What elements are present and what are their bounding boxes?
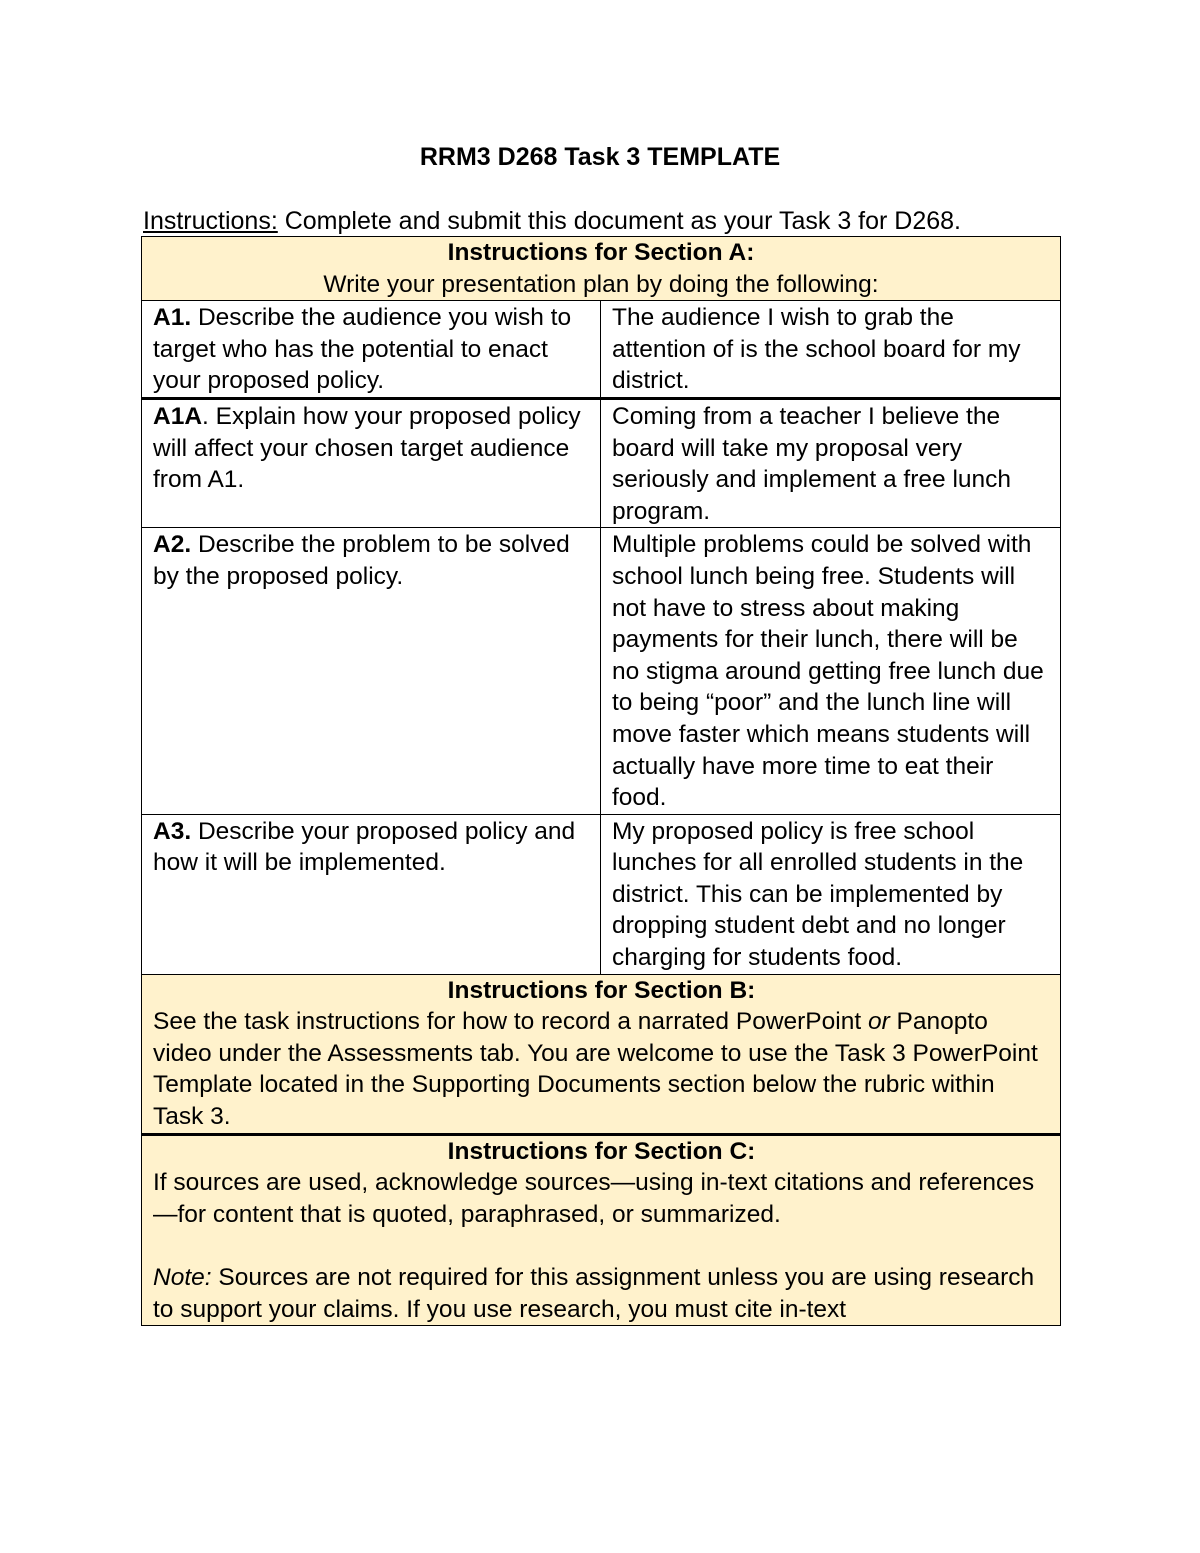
prompt-id-a2: A2. <box>153 531 192 559</box>
table-row-a1 <box>142 301 1061 399</box>
section-a-header-row <box>142 237 1061 301</box>
prompt-cell-a1 <box>142 301 601 399</box>
prompt-text-a1a: . Explain how your proposed policy will affect your chosen target audience from A1. <box>153 402 581 494</box>
section-b-heading: Instructions for Section B: <box>447 976 756 1004</box>
section-a-heading: Instructions for Section A: <box>447 239 755 266</box>
prompt-text-a2: Describe the problem to be solved by the proposed policy. <box>153 531 570 590</box>
section-b-cell <box>142 974 1061 1134</box>
blank-line <box>153 1230 1050 1262</box>
section-c-cell <box>142 1134 1061 1326</box>
prompt-id-a3: A3. <box>153 817 192 845</box>
section-c-heading: Instructions for Section C: <box>447 1137 756 1165</box>
section-b-text-1: See the task instructions for how to record a narrated PowerPoint <box>153 1008 868 1036</box>
prompt-id-a1: A1. <box>153 304 192 332</box>
section-a-subheading: Write your presentation plan by doing the following: <box>323 270 879 298</box>
prompt-text-a3: Describe your proposed policy and how it will be implemented. <box>153 817 576 877</box>
section-b-text <box>153 1006 1050 1132</box>
table-row-a3 <box>142 814 1061 974</box>
prompt-id-a1a: A1A <box>153 402 203 430</box>
prompt-cell-a1a <box>142 398 601 527</box>
prompt-cell-a2 <box>142 528 601 814</box>
section-a-header <box>142 237 1061 301</box>
section-c-row <box>142 1134 1061 1326</box>
answer-cell-a2[interactable]: Multiple problems could be solved with school lunch being free. Students will not have to stress about making payments for their lunch, there will be no stigma around getting free lunch due to being “poor” and the lunch line will move faster which means students will actually have more time to eat their food. <box>601 528 1061 814</box>
section-b-row <box>142 974 1061 1134</box>
section-c-note-text: Sources are not required for this assignment unless you are using research to support your claims. If you use research, you must cite in-text <box>153 1264 1035 1323</box>
answer-cell-a3[interactable]: My proposed policy is free school lunches for all enrolled students in the district. This can be implemented by dropping student debt and no longer charging for students food. <box>601 814 1061 974</box>
section-b-or: or <box>867 1008 890 1036</box>
answer-cell-a1[interactable]: The audience I wish to grab the attention of is the school board for my district. <box>601 301 1061 399</box>
table-row-a1a <box>142 398 1061 527</box>
answer-cell-a1a[interactable]: Coming from a teacher I believe the board will take my proposal very seriously and implement a free lunch program. <box>601 398 1061 527</box>
table-row-a2 <box>142 528 1061 814</box>
instructions-label: Instructions: <box>143 207 278 235</box>
instructions-line <box>143 206 1060 236</box>
prompt-text-a1: Describe the audience you wish to target who has the potential to enact your proposed policy. <box>153 304 572 395</box>
instructions-text: Complete and submit this document as your Task 3 for D268. <box>277 207 961 235</box>
section-c-note <box>153 1262 1050 1325</box>
template-table <box>141 236 1061 1326</box>
section-c-note-label: Note: <box>153 1264 212 1291</box>
section-b-text-2: Panopto video under the Assessments tab. You are welcome to use the Task 3 PowerPoint Template located in the Supporting Documents section below the rubric within Task 3. <box>153 1008 1038 1131</box>
page-title: RRM3 D268 Task 3 TEMPLATE <box>419 143 781 171</box>
prompt-cell-a3 <box>142 814 601 974</box>
section-c-paragraph: If sources are used, acknowledge sources—using in-text citations and references—for content that is quoted, paraphrased, or summarized. <box>153 1169 1035 1228</box>
